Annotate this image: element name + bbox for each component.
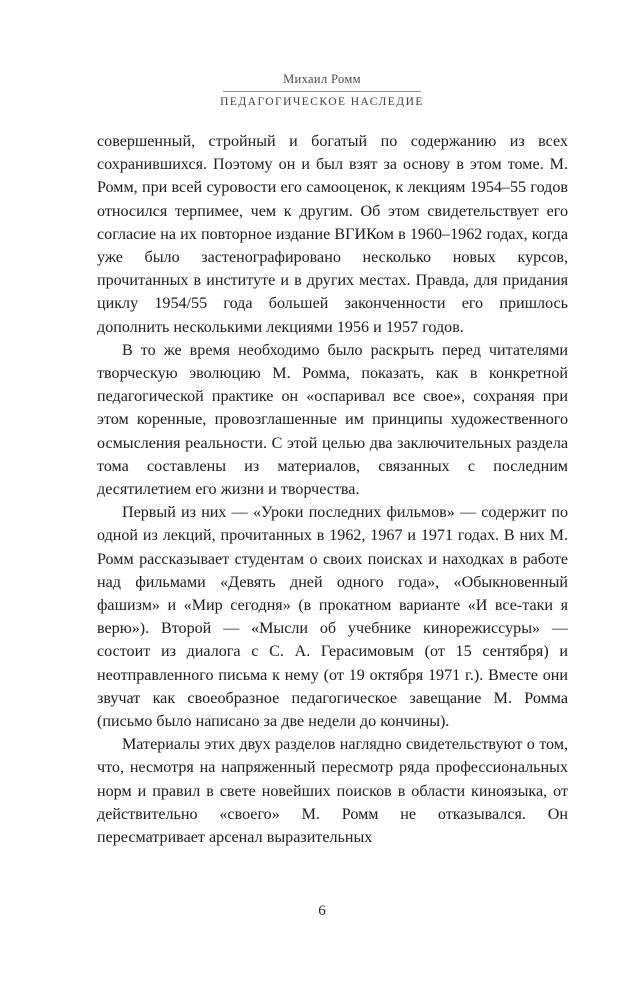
page-number: 6 <box>318 903 326 919</box>
running-head <box>0 72 644 109</box>
paragraph-continued: совершенный, стройный и богатый по содержанию из всех сохранившихся. Поэтому он и был взят за основу в этом томе. М. Ромм, при всей суровости его самооценок, к лекциям 1954–55 годов относился терпимее, чем к другим. Об этом свидетельствует его согласие на их повторное издание ВГИКом в 1960–1962 годах, когда уже было застенографировано несколько новых курсов, прочитанных в институте и в других местах. Правда, для придания циклу 1954/55 года большей законченности его пришлось дополнить несколькими лекциями 1956 и 1957 годов. <box>97 133 568 336</box>
paragraph: Первый из них — «Уроки последних фильмов» — содержит по одной из лекций, прочитанных в 1962, 1967 и 1971 годах. В них М. Ромм рассказывает студентам о своих поисках и находках в работе над фильмами «Девять дней одного года», «Обыкновенный фашизм» и «Мир сегодня» (в прокатном варианте «И все-таки я верю»). Второй — «Мысли об учебнике кинорежиссуры» — состоит из диалога с С. А. Герасимовым (от 15 сентября) и неотправленного письма к нему (от 19 октября 1971 г.). Вместе они звучат как своеобразное педагогическое завещание М. Ромма (письмо было написано за две недели до кончины). <box>97 504 568 731</box>
running-head-rule <box>223 91 421 92</box>
paragraph: Материалы этих двух разделов наглядно свидетельствуют о том, что, несмотря на напряженный пересмотр ряда профессиональных норм и правил в свете новейших поисков в области киноязыка, от действительно «своего» М. Ромм не отказывался. Он пересматривает арсенал выразительных <box>97 736 568 847</box>
running-head-series: ПЕДАГОГИЧЕСКОЕ НАСЛЕДИЕ <box>220 96 424 108</box>
running-head-author: Михаил Ромм <box>283 72 361 86</box>
paragraph: В то же время необходимо было раскрыть перед читателями творческую эволюцию М. Ромма, показать, как в конкретной педагогической практике он «оспаривал все свое», сохраняя при этом коренные, провозглашенные им принципы художественного осмысления реальности. С этой целью два заключительных раздела тома составлены из материалов, связанных с последним десятилетием его жизни и творчества. <box>97 341 568 499</box>
body-text-block <box>97 130 568 849</box>
